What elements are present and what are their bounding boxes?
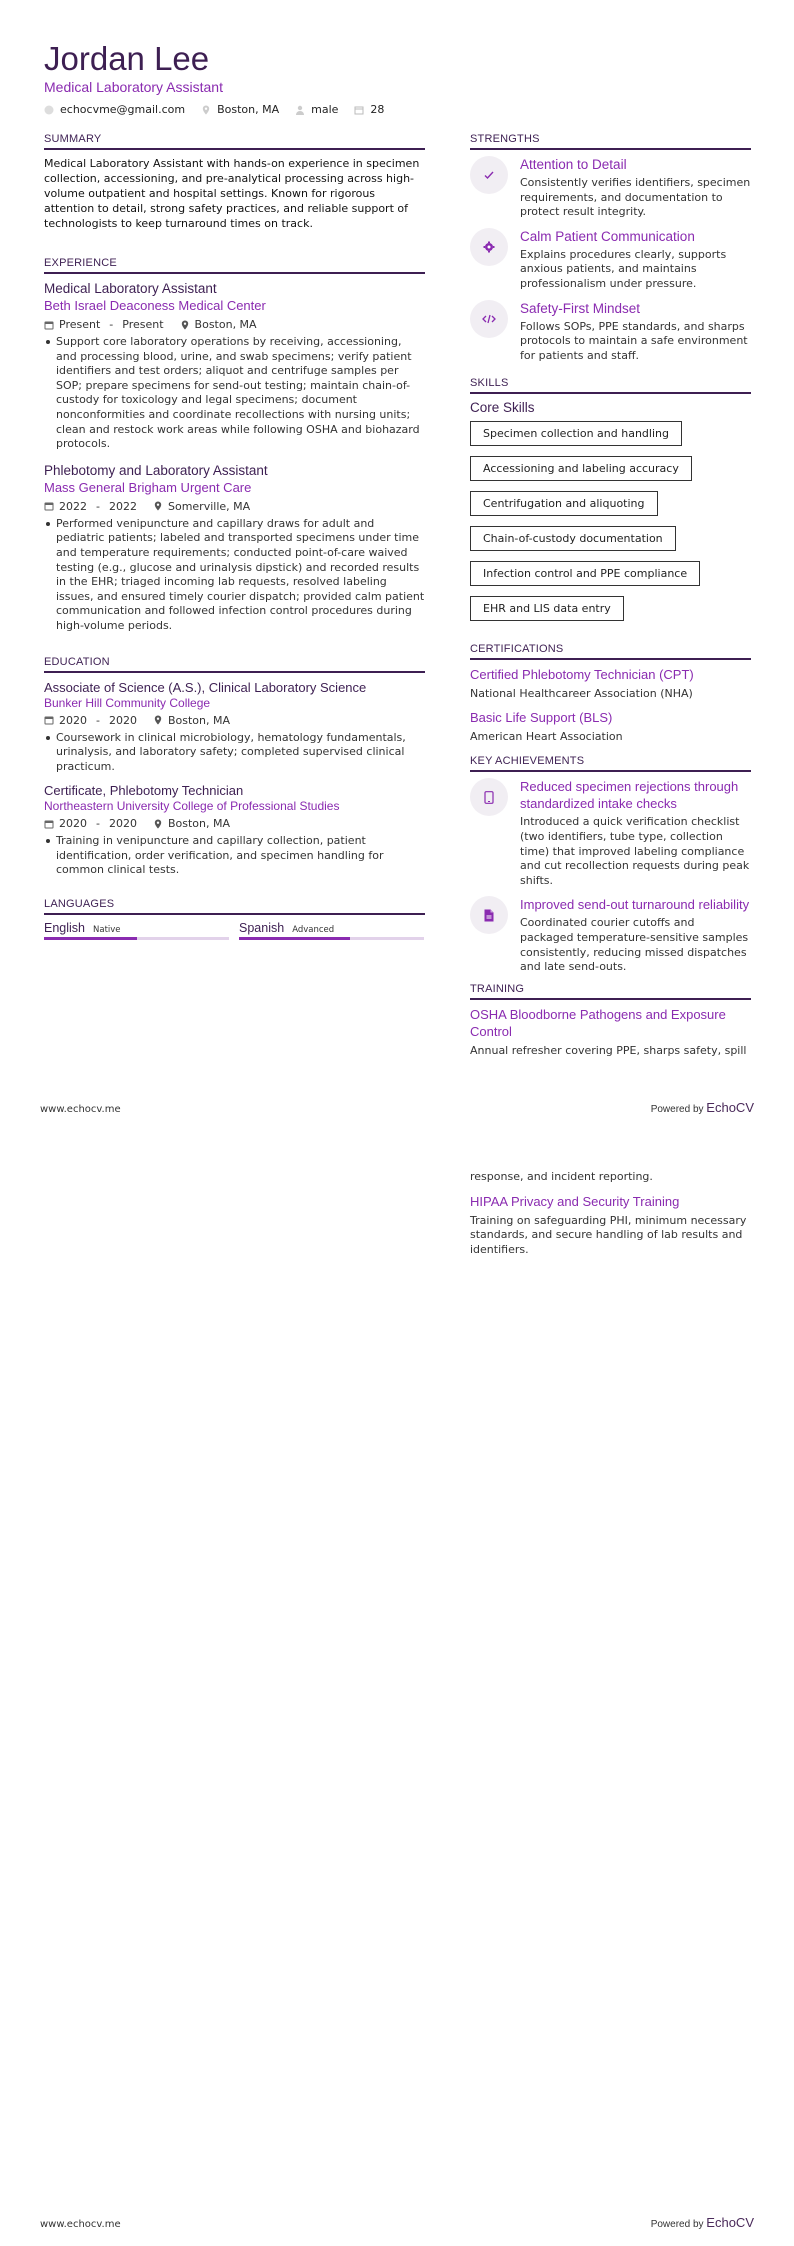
calendar-icon bbox=[44, 320, 54, 330]
job-bullet: Support core laboratory operations by receiving, accessioning, and processing blood, urine, and swab specimens; verify patient identifiers and test orders; aliquot and centrifuge samples per SOP; prepare specimens for send-out testing; maintain chain-of-custody for toxicology and legal specimens; document nonconformities and coordinate recollections with nursing units; clean and restock work areas while following OSHA and biohazard protocols. bbox=[44, 335, 425, 452]
email-icon bbox=[44, 105, 54, 115]
education-dates bbox=[44, 817, 137, 830]
education-location-text: Boston, MA bbox=[167, 817, 231, 831]
contact-age bbox=[354, 103, 384, 116]
education-bullets bbox=[44, 731, 425, 775]
training-item bbox=[470, 1193, 751, 1258]
language-name: Spanish bbox=[239, 921, 285, 936]
achievement-item bbox=[470, 896, 751, 974]
section-title-education: EDUCATION bbox=[44, 656, 425, 673]
job-meta bbox=[44, 500, 425, 513]
contact-location bbox=[201, 103, 279, 116]
section-title-training: TRAINING bbox=[470, 983, 751, 1000]
education-dates bbox=[44, 714, 137, 727]
education-location-text: Boston, MA bbox=[167, 713, 231, 727]
strength-title: Safety-First Mindset bbox=[520, 300, 641, 316]
achievements-section bbox=[470, 755, 751, 974]
calendar-icon bbox=[44, 715, 54, 725]
tablet-icon bbox=[470, 778, 508, 816]
job-end: Present bbox=[122, 318, 164, 331]
skills-subtitle: Core Skills bbox=[470, 400, 535, 416]
section-title-skills: SKILLS bbox=[470, 377, 751, 394]
summary-section bbox=[44, 133, 425, 231]
date-separator: - bbox=[96, 713, 100, 727]
right-column bbox=[470, 133, 751, 1058]
person-icon bbox=[295, 105, 305, 115]
skill-tag: EHR and LIS data entry bbox=[470, 596, 624, 621]
strength-desc: Follows SOPs, PPE standards, and sharps protocols to maintain a safe environment for patients and staff. bbox=[520, 319, 748, 362]
skill-tags bbox=[470, 421, 751, 631]
calendar-icon bbox=[354, 105, 364, 115]
document-icon bbox=[470, 896, 508, 934]
contact-gender bbox=[295, 103, 338, 116]
contact-email[interactable] bbox=[44, 103, 185, 116]
footer-powered: Powered by bbox=[650, 2219, 704, 2230]
date-separator: - bbox=[109, 318, 114, 331]
training-desc-continued: response, and incident reporting. bbox=[470, 1170, 653, 1183]
languages-list bbox=[44, 921, 425, 940]
achievement-desc: Introduced a quick verification checklist (two identifiers, tube type, collection time) that improved labeling compliance and cut recollection requests during peak shifts. bbox=[520, 815, 750, 887]
strength-item bbox=[470, 300, 751, 364]
candidate-title: Medical Laboratory Assistant bbox=[44, 79, 223, 95]
training-desc: Training on safeguarding PHI, minimum necessary standards, and secure handling of lab results and identifiers. bbox=[470, 1213, 747, 1256]
language-bar-fill bbox=[44, 937, 137, 940]
certification-item bbox=[470, 709, 751, 743]
achievement-desc: Coordinated courier cutoffs and packaged temperature-sensitive samples consistently, reducing missed dispatches and late send-outs. bbox=[520, 916, 749, 974]
skill-tag: Chain-of-custody documentation bbox=[470, 526, 676, 551]
job-location bbox=[180, 318, 257, 331]
education-meta bbox=[44, 714, 425, 727]
job-company: Mass General Brigham Urgent Care bbox=[44, 479, 252, 495]
training-desc: Annual refresher covering PPE, sharps safety, spill bbox=[470, 1043, 747, 1057]
date-separator: - bbox=[96, 499, 100, 513]
languages-section bbox=[44, 898, 425, 940]
contact-row bbox=[44, 103, 384, 116]
skill-tag: Infection control and PPE compliance bbox=[470, 561, 700, 586]
certification-name: Basic Life Support (BLS) bbox=[470, 710, 613, 726]
job-start: Present bbox=[59, 318, 101, 331]
language-level: Advanced bbox=[292, 925, 335, 936]
check-icon bbox=[470, 156, 508, 194]
job-dates bbox=[44, 318, 164, 331]
education-item bbox=[44, 679, 425, 775]
achievement-title: Improved send-out turnaround reliability bbox=[520, 897, 750, 913]
age-text: 28 bbox=[370, 103, 385, 116]
training-name: OSHA Bloodborne Pathogens and Exposure Control bbox=[470, 1006, 726, 1039]
language-item bbox=[44, 921, 229, 940]
education-bullet: Training in venipuncture and capillary collection, patient identification, order verification, and specimen handling for common clinical tests. bbox=[44, 834, 425, 878]
candidate-name: Jordan Lee bbox=[44, 40, 210, 77]
location-pin-icon bbox=[153, 501, 163, 511]
job-company: Beth Israel Deaconess Medical Center bbox=[44, 298, 266, 313]
footer-brand bbox=[651, 1100, 754, 1115]
footer-brand-name: EchoCV bbox=[706, 1100, 754, 1115]
achievement-title: Reduced specimen rejections through standardized intake checks bbox=[520, 779, 739, 812]
left-column bbox=[44, 133, 425, 940]
language-name: English bbox=[44, 921, 85, 936]
certification-name: Certified Phlebotomy Technician (CPT) bbox=[470, 667, 694, 683]
language-item bbox=[239, 921, 424, 940]
location-pin-icon bbox=[180, 320, 190, 330]
certification-org: American Heart Association bbox=[470, 730, 623, 744]
location-pin-icon bbox=[153, 715, 163, 725]
certifications-section bbox=[470, 643, 751, 743]
job-location-text: Boston, MA bbox=[194, 318, 257, 331]
skills-section bbox=[470, 377, 751, 631]
job-bullet: Performed venipuncture and capillary draws for adult and pediatric patients; labeled and transported specimens under time and temperature requirements; conducted point-of-care waived testing (e.g., glucose and urinalysis dipstick) and recorded results in the EHR; triaged incoming lab requests, resolved labeling issues, and ensured timely courier dispatch; provided calm patient communication and followed infection control procedures during high-volume periods. bbox=[44, 517, 425, 634]
job-bullets bbox=[44, 517, 425, 634]
education-item bbox=[44, 782, 425, 878]
education-end: 2020 bbox=[108, 817, 137, 831]
date-separator: - bbox=[96, 817, 100, 831]
language-bar bbox=[44, 937, 229, 940]
language-level: Native bbox=[93, 925, 121, 936]
experience-item bbox=[44, 280, 425, 452]
education-start: 2020 bbox=[59, 817, 87, 831]
calendar-icon bbox=[44, 819, 54, 829]
language-bar bbox=[239, 937, 424, 940]
language-bar-fill bbox=[239, 937, 350, 940]
job-bullets bbox=[44, 335, 425, 452]
page-footer bbox=[40, 2215, 754, 2230]
skill-tag: Accessioning and labeling accuracy bbox=[470, 456, 692, 481]
location-pin-icon bbox=[153, 819, 163, 829]
achievement-item bbox=[470, 778, 751, 888]
training-section bbox=[470, 983, 751, 1059]
page-footer bbox=[40, 1100, 754, 1115]
skill-tag: Specimen collection and handling bbox=[470, 421, 682, 446]
footer-url[interactable]: www.echocv.me bbox=[40, 1104, 121, 1115]
strength-desc: Consistently verifies identifiers, specimen requirements, and documentation to protect result integrity. bbox=[520, 176, 751, 219]
strengths-section bbox=[470, 133, 751, 363]
skill-tag: Centrifugation and aliquoting bbox=[470, 491, 658, 516]
resume-header bbox=[44, 40, 384, 116]
location-text: Boston, MA bbox=[217, 103, 280, 116]
education-bullet: Coursework in clinical microbiology, hematology fundamentals, urinalysis, and laboratory safety; completed supervised clinical practicum. bbox=[44, 731, 425, 775]
job-title: Phlebotomy and Laboratory Assistant bbox=[44, 462, 268, 478]
calendar-icon bbox=[44, 501, 54, 511]
location-pin-icon bbox=[201, 105, 211, 115]
job-meta bbox=[44, 318, 425, 331]
job-location bbox=[153, 500, 250, 513]
experience-section bbox=[44, 257, 425, 634]
strength-item bbox=[470, 156, 751, 220]
job-title: Medical Laboratory Assistant bbox=[44, 281, 217, 296]
certification-item bbox=[470, 666, 751, 700]
education-section bbox=[44, 656, 425, 879]
section-title-certifications: CERTIFICATIONS bbox=[470, 643, 751, 660]
email-text: echocvme@gmail.com bbox=[60, 103, 186, 116]
footer-brand-name: EchoCV bbox=[706, 2215, 754, 2230]
strength-title: Calm Patient Communication bbox=[520, 228, 695, 244]
certification-org: National Healthcareer Association (NHA) bbox=[470, 687, 693, 701]
section-title-strengths: STRENGTHS bbox=[470, 133, 751, 150]
education-degree: Associate of Science (A.S.), Clinical Laboratory Science bbox=[44, 679, 367, 695]
training-name: HIPAA Privacy and Security Training bbox=[470, 1193, 680, 1209]
strength-item bbox=[470, 228, 751, 292]
education-bullets bbox=[44, 834, 425, 878]
strength-desc: Explains procedures clearly, supports anxious patients, and maintains professionalism under pressure. bbox=[520, 247, 727, 290]
strength-title: Attention to Detail bbox=[520, 157, 627, 172]
job-location-text: Somerville, MA bbox=[167, 499, 251, 513]
summary-text: Medical Laboratory Assistant with hands-on experience in specimen collection, accessioning, and pre-analytical processing across high-volume outpatient and hospital settings. Known for rigorous attention to detail, strong safety practices, and reliable support of technologists to keep turnaround times on track. bbox=[44, 157, 420, 230]
footer-brand bbox=[651, 2215, 754, 2230]
footer-url[interactable]: www.echocv.me bbox=[40, 2219, 121, 2230]
education-meta bbox=[44, 817, 425, 830]
section-title-achievements: KEY ACHIEVEMENTS bbox=[470, 755, 751, 772]
job-dates bbox=[44, 500, 137, 513]
education-end: 2020 bbox=[108, 713, 137, 727]
job-start: 2022 bbox=[59, 499, 87, 513]
education-school: Bunker Hill Community College bbox=[44, 695, 211, 710]
job-end: 2022 bbox=[108, 499, 137, 513]
education-location bbox=[153, 817, 230, 830]
section-title-summary: SUMMARY bbox=[44, 133, 425, 150]
footer-powered: Powered by bbox=[650, 1104, 704, 1115]
experience-item bbox=[44, 462, 425, 634]
education-school: Northeastern University College of Professional Studies bbox=[44, 799, 340, 814]
training-item bbox=[470, 1006, 751, 1059]
education-start: 2020 bbox=[59, 713, 87, 727]
section-title-languages: LANGUAGES bbox=[44, 898, 425, 915]
gender-text: male bbox=[311, 103, 339, 116]
gear-icon bbox=[470, 228, 508, 266]
section-title-experience: EXPERIENCE bbox=[44, 257, 425, 274]
resume-page-2 bbox=[0, 1130, 794, 2246]
education-location bbox=[153, 714, 230, 727]
education-degree: Certificate, Phlebotomy Technician bbox=[44, 783, 244, 799]
right-column-continued bbox=[470, 1170, 751, 1257]
code-icon bbox=[470, 300, 508, 338]
